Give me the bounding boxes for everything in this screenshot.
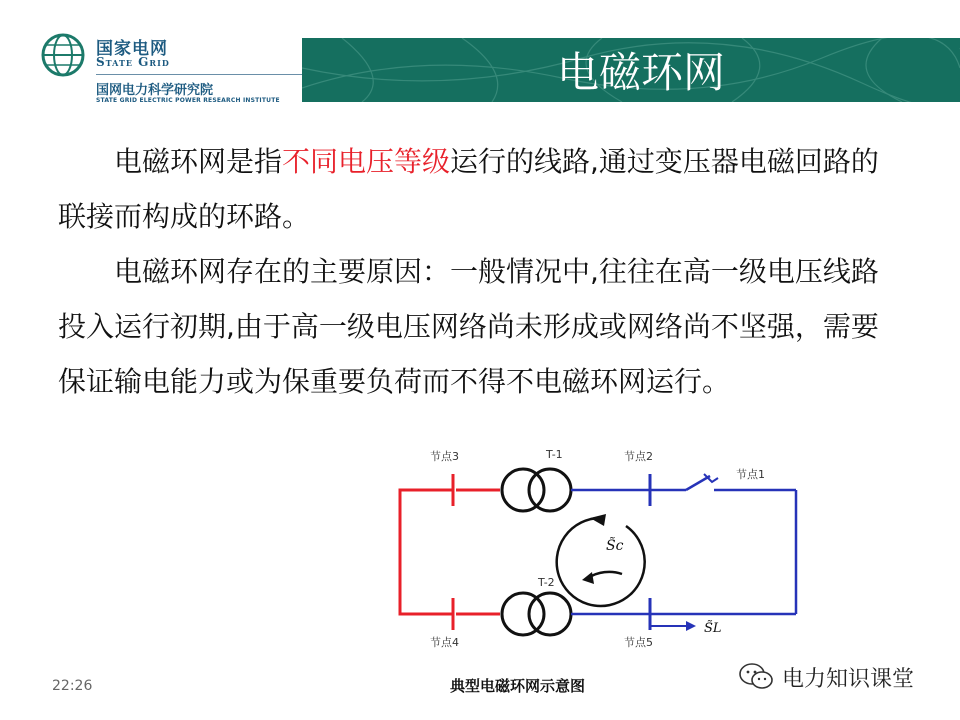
slide-time: 22:26 [52, 678, 93, 694]
diagram-caption: 典型电磁环网示意图 [450, 677, 586, 695]
wechat-icon [738, 662, 774, 692]
transformer-t1 [502, 469, 571, 511]
breaker-switch [686, 476, 710, 490]
node5-label: 节点5 [624, 636, 653, 649]
sc-label: S̃c [606, 538, 624, 554]
logo-en-text: State Grid [96, 55, 170, 69]
institute-en-text: STATE GRID ELECTRIC POWER RESEARCH INSTITUTE [96, 97, 280, 104]
para1-highlight: 不同电压等级 [282, 145, 451, 178]
institute-cn-text: 国网电力科学研究院 [96, 83, 214, 98]
node2-label: 节点2 [624, 450, 653, 463]
logo-divider [96, 74, 311, 75]
page-title: 电磁环网 [556, 48, 725, 97]
paragraph-2: 电磁环网存在的主要原因：一般情况中,往往在高一级电压线路投入运行初期,由于高一级电压网络尚未形成或网络尚不坚强，需要保证输电能力或为保重要负荷而不得不电磁环网运行。 [58, 255, 879, 398]
para1-text-a: 电磁环网是指 [114, 145, 283, 178]
logo-cn-text: 国家电网 [96, 39, 168, 59]
watermark-text: 电力知识课堂 [782, 666, 915, 692]
para1-text-b: 运行的线路,通过变压器电磁回路的联接而构成的环路。 [58, 145, 879, 233]
t2-label: T-2 [538, 576, 555, 589]
globe-icon [40, 32, 86, 78]
state-grid-logo [40, 28, 280, 108]
watermark [738, 660, 914, 694]
node1-label: 节点1 [736, 468, 765, 481]
transformer-t2 [502, 593, 571, 635]
body-text [58, 134, 888, 409]
sl-label: S̃L [704, 621, 722, 636]
node3-label: 节点3 [430, 450, 459, 463]
node4-label: 节点4 [430, 636, 459, 649]
paragraph-1 [58, 134, 888, 244]
circulating-arrow [557, 518, 645, 606]
title-bar [302, 38, 960, 102]
t1-label: T-1 [546, 448, 563, 461]
